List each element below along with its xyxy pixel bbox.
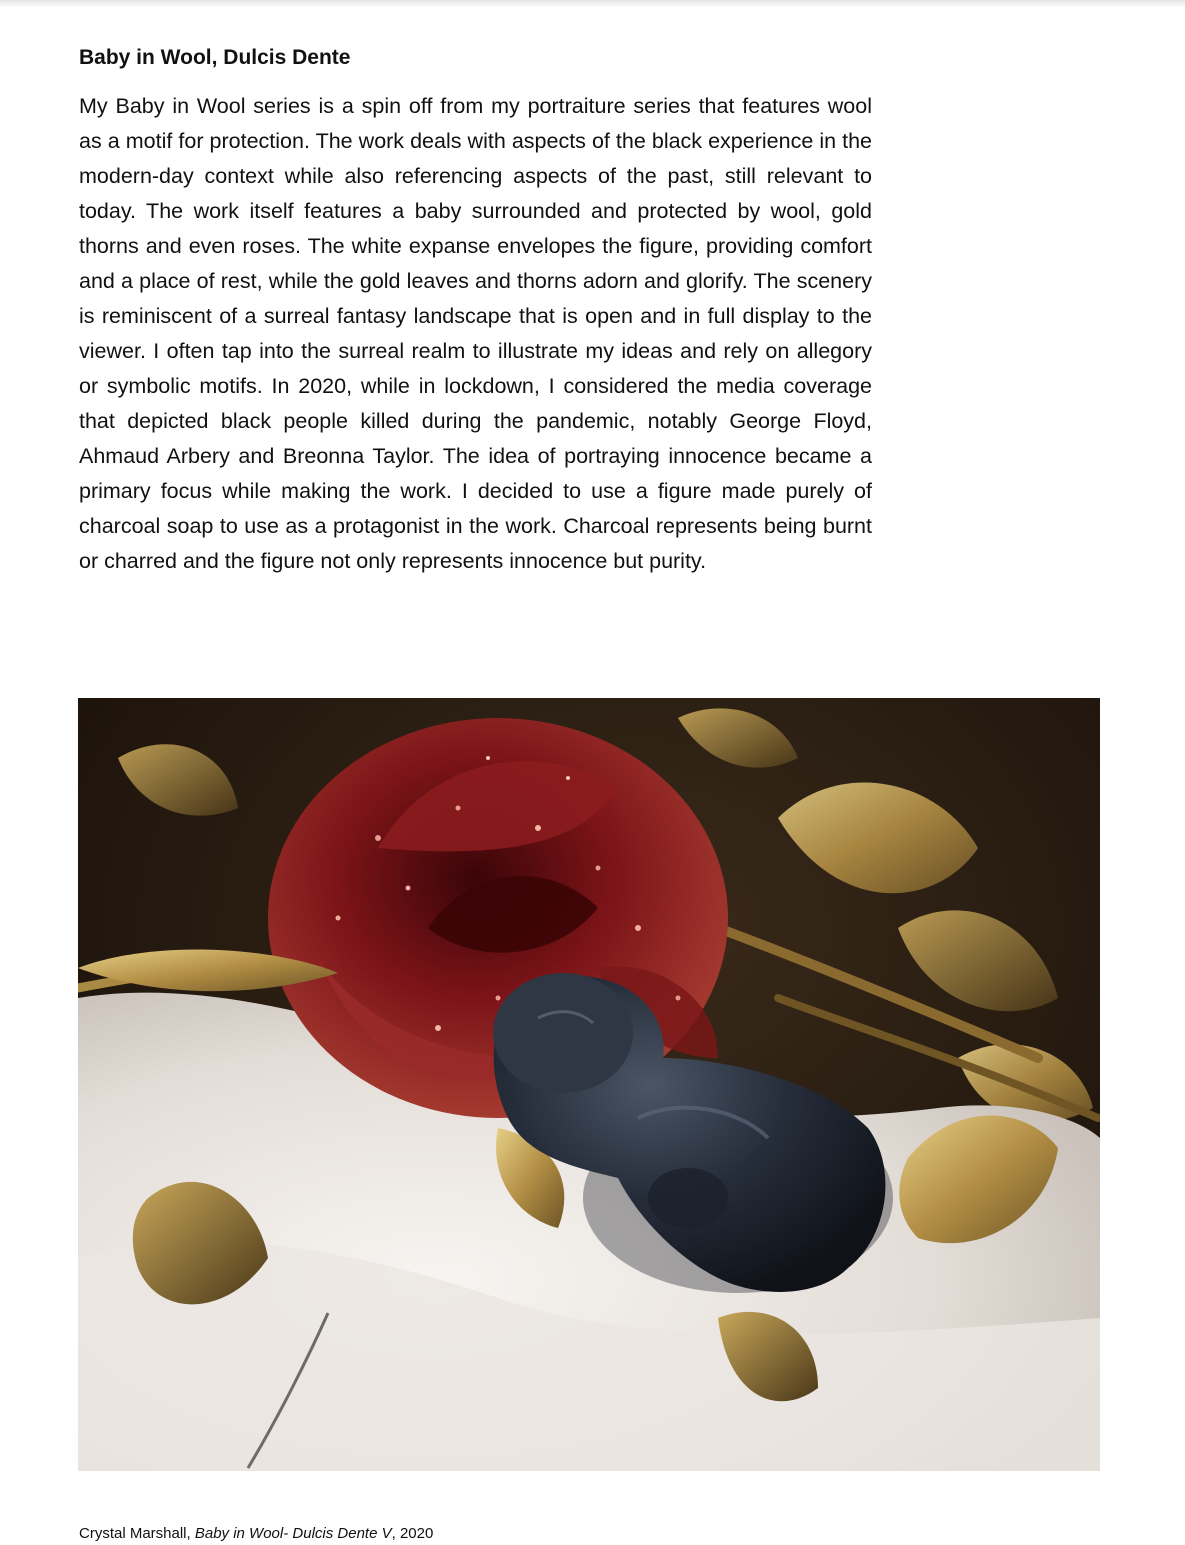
document-body-paragraph: My Baby in Wool series is a spin off from my portraiture series that features wool as a motif for protection. The work deals with aspects of the black experience in the modern-day context while also referencing aspects of the past, still relevant to today. The work itself features a baby surrounded and protected by wool, gold thorns and even roses. The white expanse envelopes the figure, providing comfort and a place of rest, while the gold leaves and thorns adorn and glorify. The scenery is reminiscent of a surreal fantasy landscape that is open and in full display to the viewer. I often tap into the surreal realm to illustrate my ideas and rely on allegory or symbolic motifs. In 2020, while in lockdown, I considered the media coverage that depicted black people killed during the pandemic, notably George Floyd, Ahmaud Arbery and Breonna Taylor. The idea of portraying innocence became a primary focus while making the work. I decided to use a figure made purely of charcoal soap to use as a protagonist in the work. Charcoal represents being burnt or charred and the figure not only represents innocence but purity. xyxy=(79,94,872,573)
caption-artist: Crystal Marshall, xyxy=(79,1525,195,1542)
caption-year: , 2020 xyxy=(391,1525,434,1542)
caption-work-title: Baby in Wool- Dulcis Dente V xyxy=(194,1525,392,1542)
page-top-shadow xyxy=(0,0,1185,8)
document-title: Baby in Wool, Dulcis Dente xyxy=(79,46,351,69)
artwork-photo xyxy=(78,698,1100,1471)
artwork-caption xyxy=(79,1523,433,1545)
